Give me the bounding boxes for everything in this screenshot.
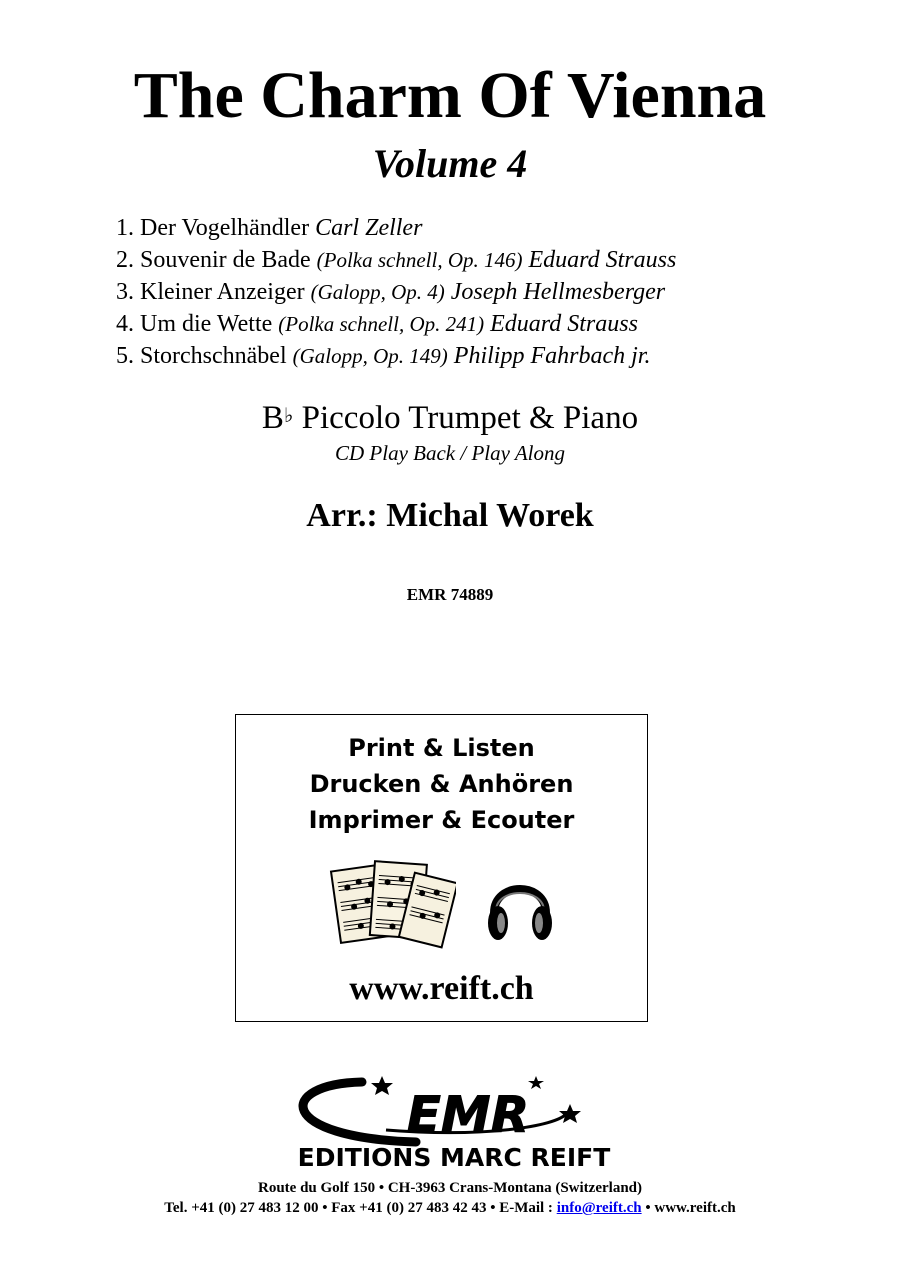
contact-phone-fax: Tel. +41 (0) 27 483 12 00 • Fax +41 (0) 27 483 42 43 • E-Mail : xyxy=(164,1200,553,1216)
list-item xyxy=(116,212,676,244)
print-listen-box xyxy=(235,714,648,1022)
piece-name: Souvenir de Bade xyxy=(140,247,311,273)
piece-number: 5. xyxy=(116,343,134,369)
instrument-key: B xyxy=(261,400,284,436)
sheet-music-icon xyxy=(328,855,456,955)
publisher-address: Route du Golf 150 • CH-3963 Crans-Montana (Switzerland) xyxy=(258,1180,642,1196)
instrumentation xyxy=(0,398,900,438)
piece-composer: Eduard Strauss xyxy=(528,247,677,273)
piece-detail: (Galopp, Op. 149) xyxy=(292,344,448,368)
emr-logo xyxy=(236,1072,672,1172)
piece-name: Der Vogelhändler xyxy=(140,215,310,241)
email-link[interactable]: info@reift.ch xyxy=(556,1200,642,1216)
piece-composer: Joseph Hellmesberger xyxy=(450,279,666,305)
piece-name: Storchschnäbel xyxy=(140,343,287,369)
list-item xyxy=(116,308,676,340)
list-item xyxy=(116,244,676,276)
page-subtitle: Volume 4 xyxy=(372,141,528,186)
arranger: Arr.: Michal Worek xyxy=(306,497,594,534)
piece-number: 4. xyxy=(116,311,134,337)
piece-name: Um die Wette xyxy=(140,311,273,337)
playback-mode: CD Play Back / Play Along xyxy=(335,441,565,465)
list-item xyxy=(116,340,676,372)
box-line-english: Print & Listen xyxy=(348,734,535,762)
instrument-name: Piccolo Trumpet & Piano xyxy=(301,400,639,436)
piece-number: 3. xyxy=(116,279,134,305)
piece-detail: (Galopp, Op. 4) xyxy=(310,280,445,304)
box-line-french: Imprimer & Ecouter xyxy=(308,806,575,834)
website-url: www.reift.ch xyxy=(349,970,534,1007)
piece-composer: Eduard Strauss xyxy=(490,311,638,337)
piece-composer: Carl Zeller xyxy=(315,215,423,241)
catalog-number: EMR 74889 xyxy=(406,585,494,604)
box-line-german: Drucken & Anhören xyxy=(309,770,574,798)
page-title: The Charm Of Vienna xyxy=(133,59,767,132)
piece-detail: (Polka schnell, Op. 241) xyxy=(278,312,485,336)
piece-list xyxy=(116,212,676,372)
piece-number: 2. xyxy=(116,247,134,273)
headphones-icon xyxy=(484,867,556,947)
piece-detail: (Polka schnell, Op. 146) xyxy=(316,248,523,272)
publisher-name: EDITIONS MARC REIFT xyxy=(297,1143,611,1172)
contact-website: • www.reift.ch xyxy=(645,1200,736,1216)
flat-sign: ♭ xyxy=(283,405,294,427)
piece-number: 1. xyxy=(116,215,134,241)
publisher-contact xyxy=(0,1198,900,1218)
logo-mark: EMR xyxy=(406,1086,530,1144)
piece-composer: Philipp Fahrbach jr. xyxy=(453,343,651,369)
list-item xyxy=(116,276,676,308)
piece-name: Kleiner Anzeiger xyxy=(140,279,305,305)
